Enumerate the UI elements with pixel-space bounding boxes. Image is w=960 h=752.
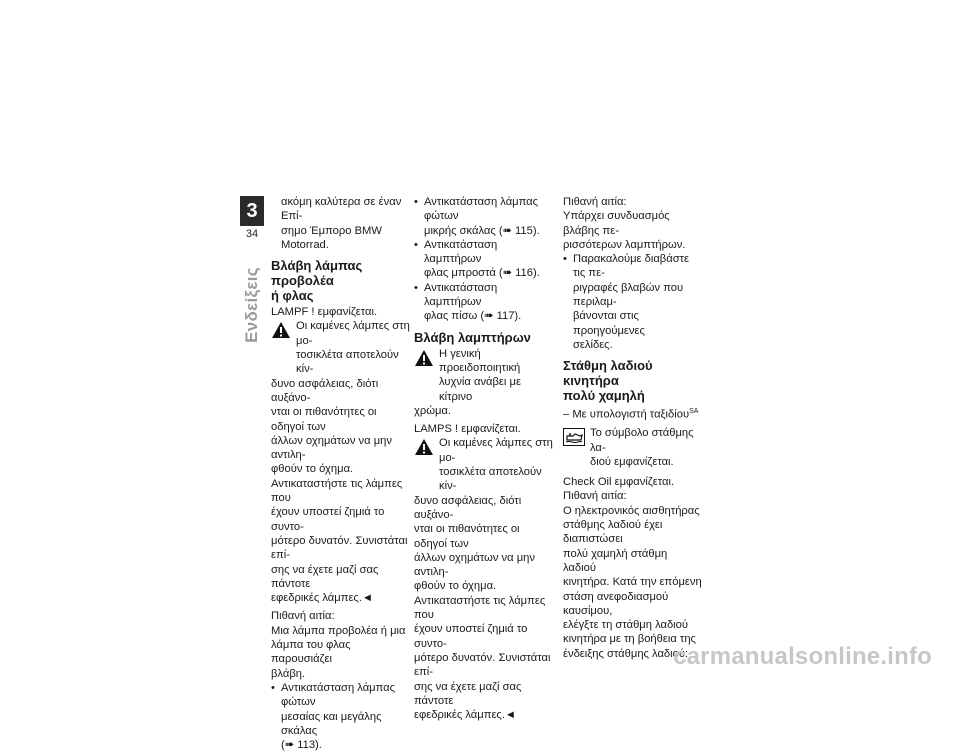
heading-bulb-failure: Βλάβη λαμπτήρων xyxy=(414,329,531,345)
list-item: • Παρακαλούμε διαβάστε τις πε- ριγραφές βλαβών που περιλαμ- βάνονται στις προηγούμενες σελίδες. xyxy=(563,252,703,352)
heading-headlight-failure: Βλάβη λάμπας προβολέα ή φλας xyxy=(271,258,363,304)
list-item: • Αντικατάσταση λάμπας φώτων μεσαίας και μεγάλης σκάλας (➠ 113). xyxy=(271,681,411,752)
cause-label: Πιθανή αιτία: xyxy=(563,490,627,503)
chapter-number: 3 xyxy=(240,196,264,226)
column-1 xyxy=(271,195,411,752)
list-item: • Αντικατάσταση λαμπτήρων φλας μπροστά (➠ 116). xyxy=(414,238,554,281)
check-oil-message: Check Oil εμφανίζεται. xyxy=(563,476,675,489)
indicator-block: Η γενική προειδοποιητική λυχνία ανάβει με κίτρινο χρώμα. xyxy=(414,347,521,417)
warning-triangle-icon xyxy=(414,438,434,456)
cause-text: Ο ηλεκτρονικός αισθητήρας στάθμης λαδιού έχει διαπιστώσει πολύ χαμηλή στάθμη λαδιού κινητήρα. Κατά την επόμενη στάση ανεφοδιασμού καυσίμου, ελέγξτε τη στάθμη λαδιού κινητήρα με τη βοήθεια της ένδειξης στάθμης λαδιού: xyxy=(563,504,702,660)
lampf-message: LAMPF ! εμφανίζεται. xyxy=(271,306,378,319)
lamps-message: LAMPS ! εμφανίζεται. xyxy=(414,423,521,436)
list-item: • Αντικατάσταση λαμπτήρων φλας πίσω (➠ 117). xyxy=(414,281,554,324)
heading-oil-level-low: Στάθμη λαδιού κινητήρα πολύ χαμηλή xyxy=(563,358,653,404)
warning-block: Οι καμένες λάμπες στη μο- τοσικλέτα αποτελούν κίν- δυνο ασφάλειας, διότι αυξάνο- νται οι πιθανότητες οι οδηγοί των άλλων οχημάτων να μην αντιλη- φθούν το όχημα. Αντικαταστήστε τις λάμπες που έχουν υποστεί ζημιά το συντο- μότερο δυνατόν. Συνιστάται επί- σης να έχετε μαζί σας πάντοτε εφεδρικές λάμπες.◄ xyxy=(271,320,410,605)
watermark: carmanualsonline.info xyxy=(673,643,932,670)
warning-block: Οι καμένες λάμπες στη μο- τοσικλέτα αποτελούν κίν- δυνο ασφάλειας, διότι αυξάνο- νται οι πιθανότητες οι οδηγοί των άλλων οχημάτων να μην αντιλη- φθούν το όχημα. Αντικαταστήστε τις λάμπες που έχουν υποστεί ζημιά το συντο- μότερο δυνατόν. Συνιστάται επί- σης να έχετε μαζί σας πάντοτε εφεδρικές λάμπες.◄ xyxy=(414,437,553,722)
cause-label: Πιθανή αιτία: xyxy=(563,196,627,208)
oil-can-icon xyxy=(563,428,585,446)
option-trip-computer: – Με υπολογιστή ταξιδίου$^{SA}$ xyxy=(563,408,699,421)
cause-text: Υπάρχει συνδυασμός βλάβης πε- ρισσότερων λαμπτήρων. xyxy=(563,210,686,251)
section-label: Ενδείξεις xyxy=(242,267,262,343)
column-2 xyxy=(414,195,554,722)
cause-label: Πιθανή αιτία: xyxy=(271,610,335,623)
list-item: • Αντικατάσταση λάμπας φώτων μικρής σκάλας (➠ 115). xyxy=(414,195,554,238)
chapter-tab xyxy=(240,196,264,240)
cause-text: Μια λάμπα προβολέα ή μια λάμπα του φλας παρουσιάζει βλάβη. xyxy=(271,624,406,680)
warning-triangle-icon xyxy=(414,349,434,367)
page-number: 34 xyxy=(245,228,259,240)
column-3 xyxy=(563,195,703,661)
lead-in-text: ακόμη καλύτερα σε έναν Επί- σημο Έμπορο BMW Motorrad. xyxy=(281,196,402,251)
oil-symbol-block: Το σύμβολο στάθμης λα- διού εμφανίζεται. xyxy=(563,426,703,469)
warning-triangle-icon xyxy=(271,321,291,339)
